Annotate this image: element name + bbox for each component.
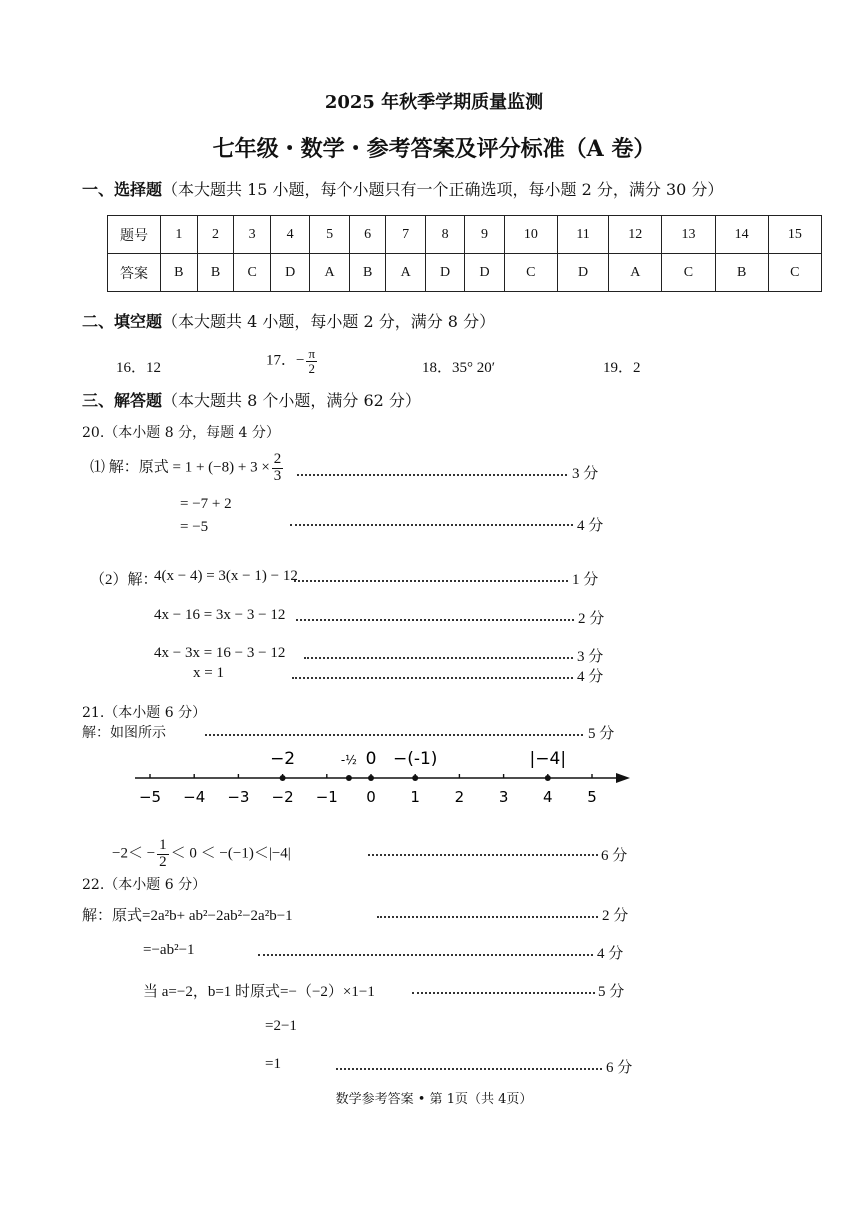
table-cell: 13 <box>662 216 715 254</box>
q22-score-5: 5 分 <box>598 984 625 1000</box>
score-2: 2 分 <box>578 611 605 627</box>
q20-heading: 20.（本小题 8 分，每题 4 分） <box>82 425 280 441</box>
table-cell: 2 <box>197 216 234 254</box>
tick-label: −3 <box>227 788 250 806</box>
tick-label: 5 <box>587 788 597 806</box>
score-3: 3 分 <box>572 466 599 482</box>
answer-17 <box>266 347 319 375</box>
leader-dots <box>336 1068 602 1070</box>
q20-p2-line1: 4(x − 4) = 3(x − 1) − 12 <box>154 568 298 584</box>
table-cell: C <box>504 254 557 292</box>
tick-label: 4 <box>543 788 553 806</box>
answer-17-num: π <box>308 346 316 361</box>
section-3-note: （本大题共 8 个小题，满分 62 分） <box>162 391 421 410</box>
table-cell: D <box>557 254 608 292</box>
point-label: −(-1) <box>392 749 438 769</box>
q20-p2-label: （2）解： <box>90 572 158 588</box>
score-4b: 4 分 <box>577 669 604 685</box>
q22-score-2: 2 分 <box>602 908 629 924</box>
table-cell: D <box>425 254 464 292</box>
table-cell: B <box>161 254 198 292</box>
leader-dots <box>296 619 574 621</box>
leader-dots <box>290 524 573 526</box>
table-cell: 11 <box>557 216 608 254</box>
table-cell: 15 <box>768 216 821 254</box>
page-footer: 数学参考答案 • 第 1页（共 4页） <box>335 1092 533 1107</box>
number-line <box>130 740 635 810</box>
table-row-numbers <box>108 216 822 254</box>
table-cell: D <box>270 254 309 292</box>
ineq-num: 1 <box>159 837 167 853</box>
point-marker <box>346 775 352 781</box>
answer-16: 16．12 <box>116 360 162 376</box>
section-2-label: 二、填空题 <box>82 312 163 331</box>
q20-p2-line2: 4x − 16 = 3x − 3 − 12 <box>154 607 286 623</box>
score-5: 5 分 <box>588 726 615 742</box>
tick-label: −5 <box>138 788 162 806</box>
answer-18: 18．35° 20′ <box>422 360 496 376</box>
q22-line2: =−ab²−1 <box>143 942 195 958</box>
q21-line1: 解：如图所示 <box>82 725 166 741</box>
table-cell: C <box>768 254 821 292</box>
answer-17-prefix: 17．− <box>266 352 305 369</box>
table-cell: 6 <box>349 216 386 254</box>
answer-19: 19．2 <box>603 360 641 376</box>
section-1-note: （本大题共 15 小题，每个小题只有一个正确选项，每小题 2 分，满分 30 分） <box>162 180 724 199</box>
row-header-answer: 答案 <box>108 254 161 292</box>
q20-p1-label: ⑴ 解：原式 = 1 + (−8) + 3 × <box>90 459 270 476</box>
score-1: 1 分 <box>572 572 599 588</box>
exam-title: 2025 年秋季学期质量监测 <box>324 92 544 113</box>
q21-inequality <box>112 838 291 871</box>
point-label: |−4| <box>529 749 567 769</box>
q20-p1-line1 <box>90 452 285 485</box>
q20-p1-den: 3 <box>273 467 282 484</box>
q22-line5: =1 <box>265 1056 281 1072</box>
leader-dots <box>368 854 598 856</box>
section-1-header <box>82 177 723 200</box>
leader-dots <box>297 474 567 476</box>
q22-heading: 22.（本小题 6 分） <box>82 877 207 893</box>
tick-label: 2 <box>454 788 465 806</box>
tick-label: 0 <box>366 788 376 806</box>
q22-line4: =2−1 <box>265 1018 297 1034</box>
table-cell: 1 <box>161 216 198 254</box>
arrow-right-icon <box>616 773 630 783</box>
table-cell: 3 <box>234 216 271 254</box>
section-3-header <box>82 388 421 411</box>
q20-p1-line2: = −7 + 2 <box>180 496 232 512</box>
point-marker <box>545 775 551 781</box>
score-4: 4 分 <box>577 518 604 534</box>
answer-17-den: 2 <box>308 360 315 376</box>
point-label: −2 <box>270 749 296 769</box>
leader-dots <box>258 954 593 956</box>
table-row-answers <box>108 254 822 292</box>
table-cell: B <box>715 254 768 292</box>
table-cell: C <box>234 254 271 292</box>
point-marker <box>280 775 286 781</box>
table-cell: 14 <box>715 216 768 254</box>
q20-p1-num: 2 <box>273 451 282 467</box>
table-cell: 12 <box>609 216 662 254</box>
section-3-label: 三、解答题 <box>82 391 163 410</box>
tick-label: −2 <box>271 788 294 806</box>
page-subtitle: 七年级・数学・参考答案及评分标准（A 卷） <box>212 136 656 162</box>
q21-heading: 21.（本小题 6 分） <box>82 705 207 721</box>
table-cell: A <box>386 254 425 292</box>
q20-p1-line3: = −5 <box>180 519 209 535</box>
ineq-right: ＜ 0 ＜ −(−1)＜|−4| <box>170 845 291 862</box>
table-cell: 8 <box>425 216 464 254</box>
section-1-label: 一、选择题 <box>82 180 163 199</box>
leader-dots <box>412 992 595 994</box>
q20-p2-line4: x = 1 <box>193 665 224 681</box>
point-label: -½ <box>340 753 357 767</box>
table-cell: 5 <box>310 216 349 254</box>
point-label: 0 <box>365 749 377 769</box>
tick-label: −4 <box>183 788 206 806</box>
row-header-number: 题号 <box>108 216 161 254</box>
q22-score-4: 4 分 <box>597 946 624 962</box>
point-marker <box>412 775 418 781</box>
tick-label: −1 <box>315 788 338 806</box>
q22-line1: 解：原式=2a²b+ ab²−2ab²−2a²b−1 <box>82 908 293 924</box>
leader-dots <box>377 916 598 918</box>
table-cell: B <box>349 254 386 292</box>
tick-label: 3 <box>498 788 509 806</box>
section-2-note: （本大题共 4 小题，每小题 2 分，满分 8 分） <box>162 312 496 331</box>
leader-dots <box>304 657 573 659</box>
ineq-left: −2＜ − <box>112 845 156 862</box>
leader-dots <box>205 734 583 736</box>
point-marker <box>368 775 374 781</box>
table-cell: D <box>465 254 504 292</box>
tick-label: 1 <box>410 788 420 806</box>
table-cell: 7 <box>386 216 425 254</box>
q22-line3: 当 a=−2，b=1 时原式=−（−2）×1−1 <box>143 984 375 1000</box>
q20-p2-line3: 4x − 3x = 16 − 3 − 12 <box>154 645 286 661</box>
table-cell: B <box>197 254 234 292</box>
table-cell: A <box>310 254 349 292</box>
section-2-header <box>82 309 495 332</box>
table-cell: 9 <box>465 216 504 254</box>
table-cell: 10 <box>504 216 557 254</box>
score-6: 6 分 <box>601 848 628 864</box>
ineq-den: 2 <box>159 853 167 870</box>
leader-dots <box>292 677 573 679</box>
answer-table <box>107 215 822 292</box>
table-cell: C <box>662 254 715 292</box>
q22-score-6: 6 分 <box>606 1060 633 1076</box>
table-cell: A <box>609 254 662 292</box>
score-3b: 3 分 <box>577 649 604 665</box>
table-cell: 4 <box>270 216 309 254</box>
leader-dots <box>294 580 568 582</box>
